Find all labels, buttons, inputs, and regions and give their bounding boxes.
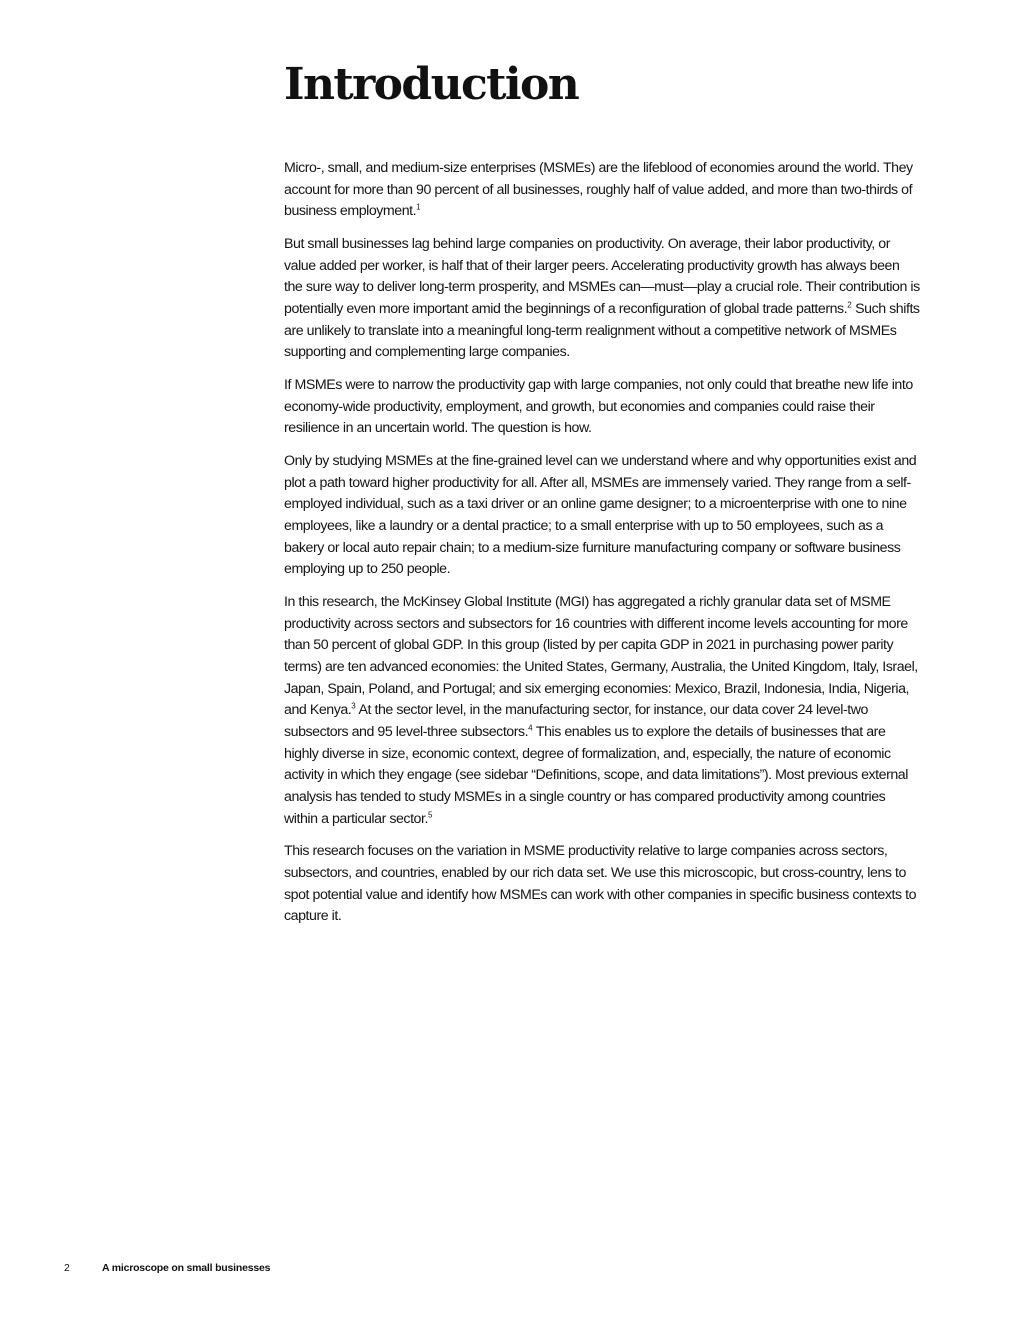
footnote-marker: 2	[847, 300, 852, 310]
paragraph-text: Micro-, small, and medium-size enterprises (MSMEs) are the lifeblood of economies around the world. They account for more than 90 percent of all businesses, roughly half of value added, and more than two-thirds of business employment.	[284, 160, 913, 220]
paragraph-text: Such shifts are unlikely to translate into a meaningful long-term realignment without a competitive network of MSMEs supporting and complementing large companies.	[284, 301, 920, 361]
body-paragraph	[284, 592, 920, 831]
publication-title: A microscope on small businesses	[102, 1262, 271, 1274]
paragraph-text: This research focuses on the variation in MSME productivity relative to large companies across sectors, subsectors, and countries, enabled by our rich data set. We use this microscopic, but cross-country, lens to spot potential value and identify how MSMEs can work with other companies in specific business contexts to capture it.	[284, 843, 917, 925]
body-paragraph	[284, 375, 920, 440]
page-footer	[0, 1262, 1020, 1280]
footnote-marker: 1	[416, 202, 421, 212]
paragraph-text: At the sector level, in the manufacturing sector, for instance, our data cover 24 level-two subsectors and 95 level-three subsectors.	[284, 702, 868, 741]
paragraph-text: But small businesses lag behind large companies on productivity. On average, their labor productivity, or value added per worker, is half that of their larger peers. Accelerating productivity growth has always been the sure way to deliver long-term prosperity, and MSMEs can—must—play a crucial role. Their contribution is potentially even more important amid the beginnings of a reconfiguration of global trade patterns.	[284, 235, 920, 318]
paragraph-text: If MSMEs were to narrow the productivity gap with large companies, not only could that breathe new life into economy-wide productivity, employment, and growth, but economies and companies could raise their resilience in an uncertain world. The question is how.	[284, 376, 913, 437]
paragraph-text: Only by studying MSMEs at the fine-grained level can we understand where and why opportunities exist and plot a path toward higher productivity for all. After all, MSMEs are immensely varied. They range from a self-employed individual, such as a taxi driver or an online game designer; to a microenterprise with one to nine employees, like a laundry or a dental practice; to a small enterprise with up to 50 employees, such as a bakery or local auto repair chain; to a medium-size furniture manufacturing company or software business employing up to 250 people.	[284, 452, 917, 578]
body-text	[284, 158, 920, 939]
footnote-marker: 3	[351, 701, 356, 711]
page-number: 2	[64, 1262, 70, 1274]
footnote-marker: 5	[427, 810, 433, 820]
body-paragraph	[284, 841, 920, 928]
page-title: Introduction	[284, 59, 579, 110]
paragraph-text: This enables us to explore the details of businesses that are highly diverse in size, economic context, degree of formalization, and, especially, the nature of economic activity in which they engage (see sidebar “Definitions, scope, and data limitations”). Most previous external analysis has tended to study MSMEs in a single country or has compared productivity among countries within a particular sector.	[284, 724, 908, 827]
footnote-marker: 4	[528, 723, 533, 733]
paragraph-text: In this research, the McKinsey Global Institute (MGI) has aggregated a richly granular data set of MSME productivity across sectors and subsectors for 16 countries with different income levels accounting for more than 50 percent of global GDP. In this group (listed by per capita GDP in 2021 in purchasing power parity terms) are ten advanced economies: the United States, Germany, Australia, the United Kingdom, Italy, Israel, Japan, Spain, Poland, and Portugal; and six emerging economies: Mexico, Brazil, Indonesia, India, Nigeria, and Kenya.	[284, 593, 918, 719]
body-paragraph	[284, 451, 920, 581]
body-paragraph	[284, 234, 920, 364]
body-paragraph	[284, 158, 920, 223]
